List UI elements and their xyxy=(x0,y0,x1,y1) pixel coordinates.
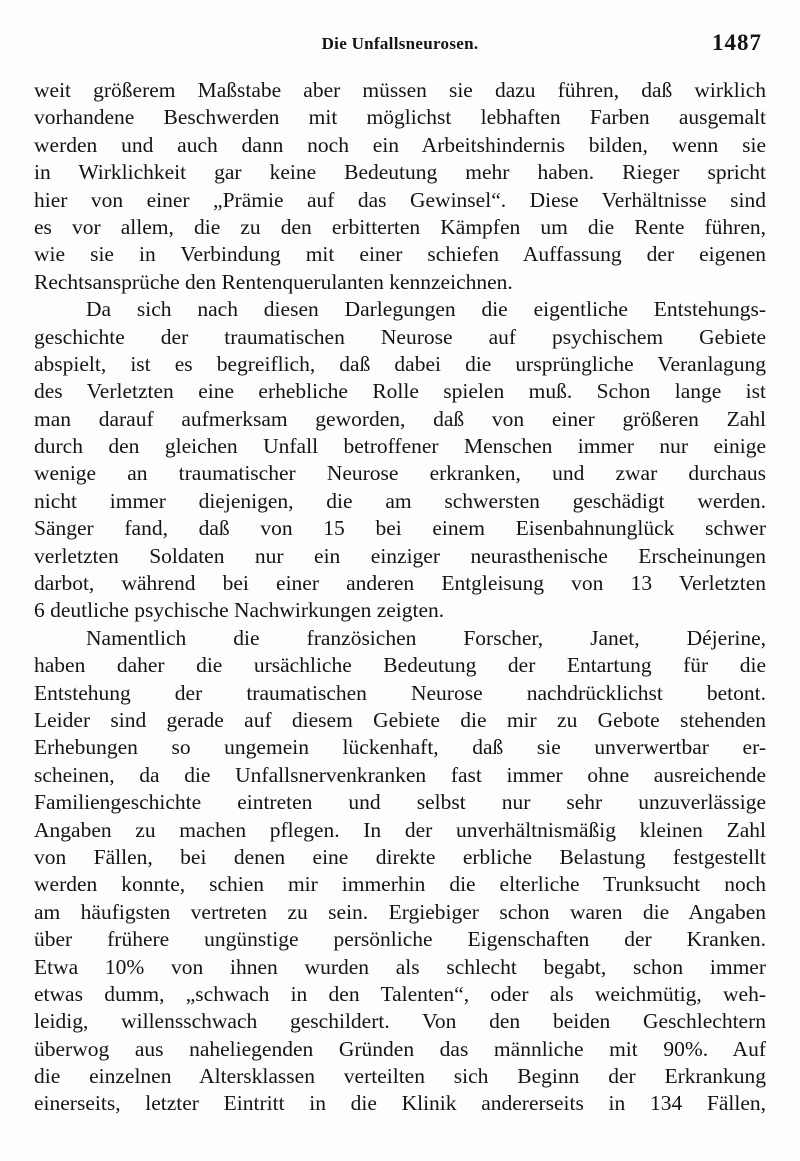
text-line: Entstehung der traumatischen Neurose nachdrücklichst betont. xyxy=(34,680,766,705)
text-line: haben daher die ursächliche Bedeutung der Entartung für die xyxy=(34,653,766,678)
paragraph-end-line: Rechtsansprüche den Rentenquerulanten kennzeichnen. xyxy=(34,269,513,294)
running-title: Die Unfallsneurosen. xyxy=(321,34,479,53)
text-line: Sänger fand, daß von 15 bei einem Eisenbahnunglück schwer xyxy=(34,516,766,541)
text-line: es vor allem, die zu den erbitterten Kämpfen um die Rente führen, xyxy=(34,214,766,239)
text-line: Etwa 10% von ihnen wurden als schlecht begabt, schon immer xyxy=(34,954,766,979)
text-line: über frühere ungünstige persönliche Eigenschaften der Kranken. xyxy=(34,927,766,952)
text-line: etwas dumm, „schwach in den Talenten“, oder als weichmütig, weh- xyxy=(34,981,766,1006)
text-line: Erhebungen so ungemein lückenhaft, daß sie unverwertbar er- xyxy=(34,735,766,760)
text-line: verletzten Soldaten nur ein einziger neurasthenische Erscheinungen xyxy=(34,543,766,568)
paragraph-end-line: 6 deutliche psychische Nachwirkungen zeigten. xyxy=(34,598,445,623)
page-number: 1487 xyxy=(712,30,762,55)
text-line: geschichte der traumatischen Neurose auf psychischem Gebiete xyxy=(34,324,766,349)
text-line: am häufigsten vertreten zu sein. Ergiebiger schon waren die Angaben xyxy=(34,899,766,924)
text-line: vorhandene Beschwerden mit möglichst lebhaften Farben ausgemalt xyxy=(34,105,766,130)
page-header xyxy=(0,30,800,58)
text-line: Leider sind gerade auf diesem Gebiete die mir zu Gebote stehenden xyxy=(34,707,766,732)
text-line: Angaben zu machen pflegen. In der unverhältnismäßig kleinen Zahl xyxy=(34,817,766,842)
paragraph-start-line: Da sich nach diesen Darlegungen die eigentliche Entstehungs- xyxy=(86,297,766,322)
text-line: hier von einer „Prämie auf das Gewinsel“. Diese Verhältnisse sind xyxy=(34,187,766,212)
text-line: wenige an traumatischer Neurose erkranken, und zwar durchaus xyxy=(34,461,766,486)
text-line: durch den gleichen Unfall betroffener Menschen immer nur einige xyxy=(34,434,766,459)
text-line: nicht immer diejenigen, die am schwersten geschädigt werden. xyxy=(34,488,766,513)
text-line: darbot, während bei einer anderen Entgleisung von 13 Verletzten xyxy=(34,571,766,596)
text-line: wie sie in Verbindung mit einer schiefen Auffassung der eigenen xyxy=(34,242,766,267)
text-line: werden und auch dann noch ein Arbeitshindernis bilden, wenn sie xyxy=(34,132,766,157)
text-line: leidig, willensschwach geschildert. Von den beiden Geschlechtern xyxy=(34,1009,766,1034)
text-line: man darauf aufmerksam geworden, daß von einer größeren Zahl xyxy=(34,406,766,431)
text-line: in Wirklichkeit gar keine Bedeutung mehr haben. Rieger spricht xyxy=(34,160,766,185)
text-line: von Fällen, bei denen eine direkte erbliche Belastung festgestellt xyxy=(34,844,766,869)
text-line: des Verletzten eine erhebliche Rolle spielen muß. Schon lange ist xyxy=(34,379,766,404)
text-line: Familiengeschichte eintreten und selbst nur sehr unzuverlässige xyxy=(34,790,766,815)
body-text xyxy=(34,77,766,1118)
text-line: werden konnte, schien mir immerhin die elterliche Trunksucht noch xyxy=(34,872,766,897)
text-line: scheinen, da die Unfallsnervenkranken fast immer ohne ausreichende xyxy=(34,762,766,787)
text-line: die einzelnen Altersklassen verteilten sich Beginn der Erkrankung xyxy=(34,1064,766,1089)
text-line: weit größerem Maßstabe aber müssen sie dazu führen, daß wirklich xyxy=(34,78,766,102)
text-line: einerseits, letzter Eintritt in die Klinik andererseits in 134 Fällen, xyxy=(34,1091,766,1116)
paragraph-start-line: Namentlich die französichen Forscher, Janet, Déjerine, xyxy=(86,625,766,650)
text-line: abspielt, ist es begreiflich, daß dabei die ursprüngliche Veranlagung xyxy=(34,351,766,376)
text-line: überwog aus naheliegenden Gründen das männliche mit 90%. Auf xyxy=(34,1036,766,1061)
